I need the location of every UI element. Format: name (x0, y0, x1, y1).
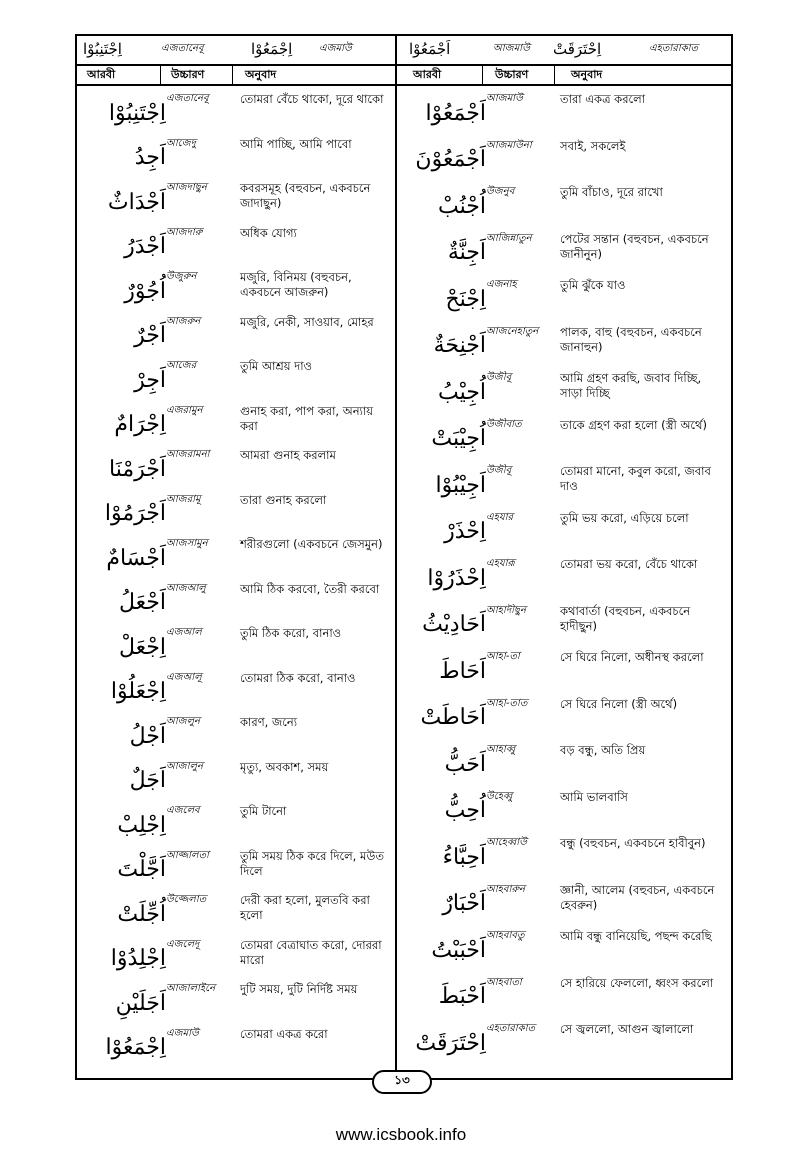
pronunciation: এহতারাকাত (486, 1023, 536, 1034)
arabic-word: اِجْتَنِبُوْا (108, 100, 166, 126)
pronunciation: আহেব্বাউ (486, 837, 527, 848)
pronunciation: এহযারূ (486, 558, 515, 569)
meaning: বন্ধু (বহুবচন, একবচনে হাবীবুন) (560, 836, 706, 850)
meaning: দেরী করা হলো, মুলতবি করা হলো (240, 893, 370, 922)
arabic-word: اَجْدَرُ (124, 234, 166, 259)
word-entry (78, 667, 398, 717)
meaning: বড় বন্ধু, অতি প্রিয় (560, 743, 646, 757)
word-entry (78, 133, 398, 183)
meaning: তোমরা ঠিক করো, বানাও (240, 670, 356, 685)
word-entry (398, 693, 730, 743)
word-entry (78, 311, 398, 361)
meaning: সে হারিয়ে ফেললো, ধ্বংস করলো (560, 975, 714, 990)
arabic-word: اِجْعَلُوْا (110, 679, 166, 704)
header-right-arabic-1: اَجْمَعُوْا (409, 40, 451, 58)
word-entry (398, 739, 730, 789)
arabic-word: اَجْسَامٌ (106, 545, 166, 571)
word-entry (78, 533, 398, 583)
word-entry (78, 266, 398, 316)
header-separator (160, 66, 161, 86)
arabic-word: اَحَبُّ (444, 751, 486, 777)
pronunciation: আজরামনা (166, 449, 210, 460)
word-entry (398, 321, 730, 371)
meaning: তোমরা মানো, কবুল করো, জবাব দাও (560, 464, 711, 493)
pronunciation: আজরুন (166, 315, 201, 327)
meaning: জ্ঞানী, আলেম (বহুবচন, একবচনে হেবরুন) (560, 882, 715, 912)
pronunciation: আজমাউ (486, 93, 523, 104)
pronunciation: আজআলু (166, 582, 206, 594)
arabic-word: اَحْبَبْتُ (431, 937, 486, 963)
arabic-word: اِجْمَعُوْا (105, 1035, 166, 1060)
meaning: তুমি আশ্রয় দাও (240, 359, 313, 373)
pronunciation: আজালুন (166, 760, 203, 772)
pronunciation: এজলেদূ (166, 938, 200, 950)
arabic-word: اَجْنِحَةٌ (433, 333, 486, 358)
word-entry (78, 711, 398, 761)
word-entry (398, 88, 730, 138)
word-entry (398, 181, 730, 231)
meaning: আমি বন্ধু বানিয়েছি, পছন্দ করেছি (560, 929, 712, 943)
col-meaning-right: অনুবাদ (571, 67, 603, 81)
arabic-word: اَجَلَيْنِ (115, 990, 166, 1016)
pronunciation: উজুরুন (166, 271, 197, 282)
word-entry (398, 414, 730, 464)
arabic-word: اَجْرٌ (134, 323, 166, 348)
word-entry (78, 889, 398, 939)
meaning: তারা গুনাহ করলো (240, 492, 327, 507)
pronunciation: এজআলূ (166, 671, 202, 683)
arabic-word: اَحِبَّاءُ (442, 844, 486, 870)
word-entry (78, 578, 398, 628)
word-entry (78, 444, 398, 494)
meaning: সবাই, সকলেই (560, 138, 626, 153)
page-number: ১৩ (372, 1070, 432, 1094)
pronunciation: এজরামুন (166, 404, 203, 416)
arabic-word: اَجْلُ (129, 723, 166, 749)
pronunciation: আজ্জালতা (166, 849, 209, 861)
pronunciation: আজের (166, 360, 197, 371)
meaning: সে জ্বললো, আগুন জ্বালালো (560, 1022, 694, 1036)
word-entry (78, 800, 398, 850)
word-entry (398, 553, 730, 603)
pronunciation: উহেব্বু (486, 790, 513, 802)
meaning: তোমরা বেঁচে থাকো, দূরে থাকো (240, 92, 384, 106)
pronunciation: আজরামূ (166, 493, 201, 505)
meaning: আমি ঠিক করবো, তৈরী করবো (240, 581, 380, 596)
arabic-word: اِجْعَلْ (119, 634, 166, 660)
header-left-pron-1: এজতানেবূ (161, 42, 204, 54)
pronunciation: এজমাউ (166, 1027, 199, 1039)
header-words (75, 34, 733, 66)
meaning: তুমি ঠিক করো, বানাও (240, 626, 342, 640)
column-headers (75, 66, 733, 86)
header-separator (232, 66, 233, 86)
pronunciation: আহা-তা (486, 651, 520, 662)
word-entry (78, 489, 398, 539)
meaning: তুমি ভয় করো, এড়িয়ে চলো (560, 510, 689, 525)
arabic-word: اَجْعَلُ (119, 590, 166, 615)
pronunciation: আজমাউনা (486, 139, 532, 151)
meaning: তুমি ঝুঁকে যাও (560, 278, 626, 292)
meaning: মৃত্যু, অবকাশ, সময় (240, 759, 329, 774)
meaning: পালক, বাহু (বহুবচন, একবচনে জানাহুন) (560, 324, 702, 354)
pronunciation: আজলুন (166, 716, 201, 727)
meaning: কথাবার্তা (বহুবচন, একবচনে হাদীছুন) (560, 603, 691, 633)
pronunciation: উজীবূ (486, 372, 512, 383)
pronunciation: আহবারুন (486, 883, 526, 895)
header-left-arabic-2: اِجْمَعُوْا (251, 40, 293, 58)
col-pronunciation-left: উচ্চারণ (171, 67, 205, 81)
word-entry (398, 507, 730, 557)
col-meaning-left: অনুবাদ (245, 67, 277, 81)
word-entry (78, 978, 398, 1028)
word-entry (398, 879, 730, 929)
pronunciation: উজীবাত (486, 418, 522, 430)
meaning: মজুরি, বিনিময় (বহুবচন, একবচনে আজরুন) (240, 270, 352, 299)
pronunciation: আহবাবতু (486, 930, 525, 941)
header-left-pron-2: এজমাউ (319, 42, 352, 54)
arabic-word: اَجَّلْتَ (117, 857, 166, 882)
arabic-word: اِحْذَرْ (444, 519, 486, 544)
arabic-word: اَجْمَعُوْا (425, 100, 486, 126)
arabic-word: اِجْلِدُوْا (110, 946, 166, 971)
word-entry (78, 934, 398, 984)
meaning: তাকে গ্রহণ করা হলো (স্ত্রী অর্থে) (560, 417, 707, 432)
pronunciation: আহবাতা (486, 976, 522, 988)
right-word-list (398, 88, 730, 1073)
word-entry (78, 622, 398, 672)
pronunciation: আজসামুন (166, 538, 208, 549)
pronunciation: এজনাহ (486, 279, 517, 290)
word-entry (398, 135, 730, 185)
meaning: মজুরি, নেকী, সাওয়াব, মোহর (240, 314, 374, 329)
col-arabic-right: আরবী (413, 67, 442, 81)
word-entry (398, 274, 730, 324)
word-entry (78, 177, 398, 227)
header-separator (554, 66, 555, 86)
arabic-word: اُجْنُبْ (438, 193, 486, 219)
meaning: আমি গ্রহণ করছি, জবাব দিচ্ছি, সাড়া দিচ্ছি (560, 371, 702, 400)
word-entry (398, 925, 730, 975)
arabic-word: اَجِنَّةٌ (447, 240, 486, 265)
meaning: শরীরগুলো (একবচনে জেসমুন) (240, 537, 383, 551)
pronunciation: উজনুব (486, 186, 515, 197)
pronunciation: আজালাইনে (166, 983, 216, 994)
word-entry (78, 400, 398, 450)
arabic-word: اَجْرَمْنَا (109, 456, 166, 482)
arabic-word: اُجِّلَتْ (117, 901, 166, 927)
arabic-word: اَجِرْ (134, 367, 166, 393)
col-pronunciation-right: উচ্চারণ (495, 67, 529, 81)
arabic-word: اَجَلٌ (129, 768, 166, 793)
pronunciation: এহযার (486, 511, 514, 523)
word-entry (398, 832, 730, 882)
header-right-pron-2: এহতারাকাত (649, 42, 699, 54)
header-right-pron-1: আজমাউ (493, 42, 530, 54)
word-entry (78, 222, 398, 272)
word-entry (398, 367, 730, 417)
pronunciation: উজীবূ (486, 465, 512, 476)
arabic-word: اُجِيْبُ (438, 379, 486, 405)
meaning: পেটের সন্তান (বহুবচন, একবচনে জানীনুন) (560, 231, 709, 261)
footer-url: www.icsbook.info (335, 1125, 467, 1144)
meaning: তারা একত্র করলো (560, 92, 646, 106)
arabic-word: اَحْبَارٌ (442, 891, 486, 916)
arabic-word: اِحْتَرَقَتْ (415, 1030, 486, 1056)
meaning: আমি ভালবাসি (560, 789, 628, 804)
meaning: আমরা গুনাহ করলাম (240, 448, 336, 462)
pronunciation: এজলেব (166, 805, 200, 816)
word-entry (78, 88, 398, 138)
arabic-word: اَجْمَعُوْنَ (415, 147, 486, 172)
meaning: তুমি সময় ঠিক করে দিলে, মউত দিলে (240, 848, 384, 878)
pronunciation: এজআল (166, 627, 202, 638)
word-entry (398, 460, 730, 510)
arabic-word: اِجْلِبْ (117, 812, 166, 838)
left-word-list (78, 88, 398, 1073)
word-entry (78, 1023, 398, 1073)
pronunciation: আহাব্বু (486, 744, 516, 755)
pronunciation: আজদাছুন (166, 182, 207, 193)
meaning: তোমরা একত্র করো (240, 1026, 328, 1041)
arabic-word: اِحْذَرُوْا (427, 565, 486, 591)
meaning: সে ঘিরে নিলো, অধীনস্থ করলো (560, 650, 704, 664)
arabic-word: اَجْرَمُوْا (104, 501, 166, 526)
arabic-word: اِجْنَحْ (445, 286, 486, 312)
arabic-word: اَجِيْبُوْا (435, 472, 486, 498)
word-entry (398, 646, 730, 696)
arabic-word: اِجْرَامٌ (114, 412, 166, 437)
arabic-word: اُجُوْرٌ (124, 278, 166, 304)
header-right-arabic-2: اِحْتَرَقَتْ (553, 40, 602, 58)
pronunciation: আহা-তাত (486, 697, 528, 709)
meaning: গুনাহ করা, পাপ করা, অন্যায় করা (240, 403, 374, 433)
meaning: অধিক যোগ্য (240, 225, 297, 240)
pronunciation: আজদারু (166, 226, 203, 238)
word-entry (398, 1018, 730, 1068)
arabic-word: اَحَاطَتْ (420, 705, 486, 730)
arabic-word: اَحَادِيْثُ (422, 612, 486, 637)
pronunciation: আজিন্নাতুন (486, 232, 532, 244)
word-entry (78, 355, 398, 405)
meaning: তোমরা বেত্রাঘাত করো, দোররা মারো (240, 937, 382, 967)
header-separator (482, 66, 483, 86)
word-entry (398, 228, 730, 278)
arabic-word: اُجِيْبَتْ (431, 426, 486, 451)
meaning: কবরসমূহ (বহুবচন, একবচনে জাদাছুন) (240, 181, 371, 210)
meaning: সে ঘিরে নিলো (স্ত্রী অর্থে) (560, 696, 678, 711)
word-entry (78, 756, 398, 806)
arabic-word: اُحِبُّ (444, 798, 486, 823)
arabic-word: اَجْدَاثٌ (107, 189, 166, 215)
meaning: কারণ, জন্যে (240, 715, 298, 729)
pronunciation: উজ্জেলাত (166, 894, 207, 905)
word-entry (398, 786, 730, 836)
pronunciation: আজেদু (166, 137, 196, 149)
arabic-word: اَجِدُ (134, 145, 166, 170)
meaning: আমি পাচ্ছি, আমি পাবো (240, 136, 352, 151)
arabic-word: اَحْبَطَ (438, 984, 486, 1009)
meaning: দুটি সময়, দুটি নির্দিষ্ট সময় (240, 982, 358, 996)
meaning: তুমি বাঁচাও, দূরে রাখো (560, 185, 663, 199)
word-entry (398, 972, 730, 1022)
pronunciation: আজনেহাতুন (486, 325, 539, 337)
pronunciation: আহাদীছুন (486, 604, 526, 616)
meaning: তুমি টানো (240, 804, 287, 818)
meaning: তোমরা ভয় করো, বেঁচে থাকো (560, 557, 698, 571)
word-entry (398, 600, 730, 650)
col-arabic-left: আরবী (87, 67, 116, 81)
header-left-arabic-1: اِجْتَنِبُوْا (83, 40, 122, 58)
pronunciation: এজতানেবূ (166, 93, 209, 104)
word-entry (78, 845, 398, 895)
arabic-word: اَحَاطَ (439, 658, 486, 684)
